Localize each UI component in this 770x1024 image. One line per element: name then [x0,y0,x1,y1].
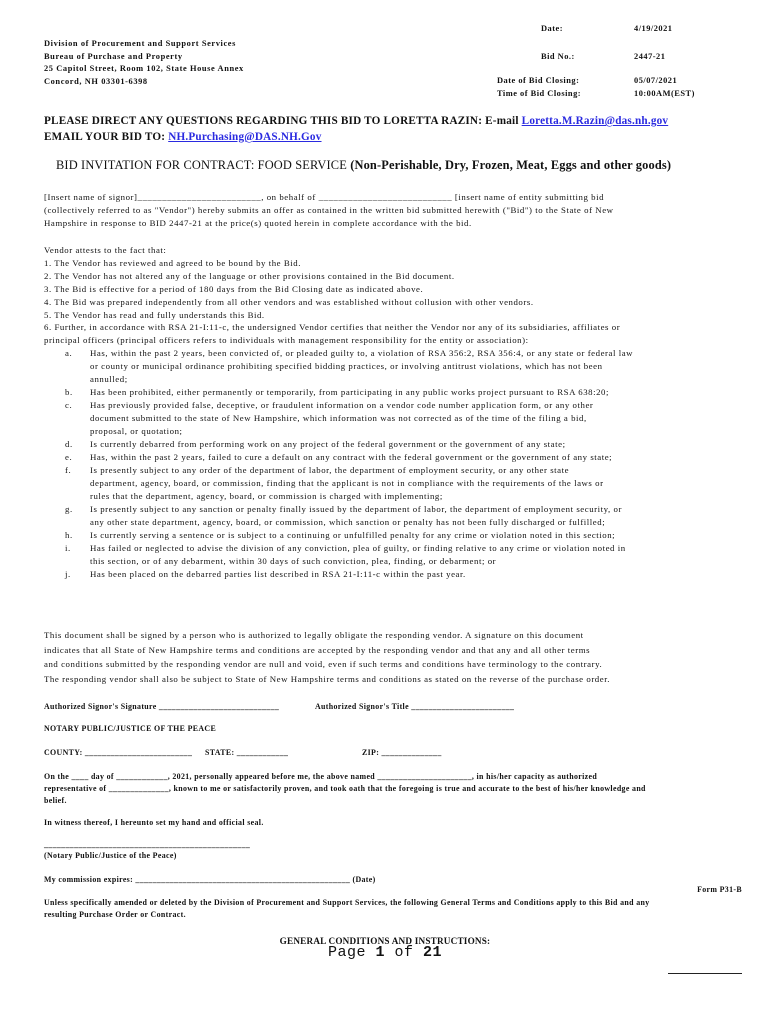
intro-line: [Insert name of signor]_________________________, on behalf of ___________________________ [insert name of entity submitting bid [44,192,605,202]
cert-line: Has been prohibited, either permanently or temporarily, from participating in any public works project pursuant to RSA 638:20; [90,387,609,397]
attest-item: 5. The Vendor has read and fully understands this Bid. [44,309,265,320]
agency-city: Concord, NH 03301-6398 [44,76,148,86]
cert-letter: c. [65,400,73,410]
cert-line: Has, within the past 2 years, failed to cure a default on any contract with the federal government or the government of any state; [90,452,613,462]
submit-text: EMAIL YOUR BID TO: [44,131,169,143]
cert-line: Has been placed on the debarred parties list described in RSA 21-I:11-c within the past year. [90,569,466,579]
cert-line: or county or municipal ordinance prohibiting specified bidding practices, or involving antitrust violations, which has not been [90,360,603,371]
bid-no-label: Bid No.: [541,52,575,61]
submit-line [44,131,322,143]
notary-caption: (Notary Public/Justice of the Peace) [44,851,177,860]
bid-title-goods: (Non-Perishable, Dry, Frozen, Meat, Eggs and other goods) [350,158,672,172]
closing-time-label: Time of Bid Closing: [497,89,582,98]
cert-item-g [65,503,745,529]
signor-signature-field[interactable]: Authorized Signor's Signature ____________________________ [44,702,280,711]
closing-date-label: Date of Bid Closing: [497,76,580,85]
cert-line: annulled; [90,373,128,384]
cert-item-i [65,542,745,568]
submit-email-link[interactable]: NH.Purchasing@DAS.NH.Gov [168,131,322,143]
cert-line: Is presently subject to any order of the department of labor, the department of employment security, or any other state [90,465,570,475]
intro-paragraph [44,191,614,230]
attest-item: 4. The Bid was prepared independently from all other vendors and was established without collusion with other vendors. [44,296,534,307]
cert-letter: a. [65,348,73,358]
attest-item: 3. The Bid is effective for a period of 180 days from the Bid Closing date as indicated above. [44,283,424,294]
bid-title-main: BID INVITATION FOR CONTRACT: FOOD SERVICE [56,158,351,172]
cert-line: Is currently serving a sentence or is subject to a continuing or unfulfilled penalty for any crime or violation noted in this section; [90,530,616,540]
cert-line: Has failed or neglected to advise the division of any conviction, plea of guilty, or finding relative to any crime or violation noted in [90,543,626,553]
notary-heading: NOTARY PUBLIC/JUSTICE OF THE PEACE [44,724,217,733]
attest-item: 1. The Vendor has reviewed and agreed to be bound by the Bid. [44,257,301,268]
cert-item-f [65,464,745,503]
cert-letter: h. [65,530,73,540]
page-number: 1 [375,944,385,961]
agency-address: 25 Capitol Street, Room 102, State House Annex [44,64,244,73]
cert-item-j [65,568,745,581]
agency-header [44,38,244,88]
notary-line: representative of ______________, known to me or satisfactorily proven, and took oath that the foregoing is true and accurate to the best of his/her knowledge and [44,784,646,793]
notary-signature-field[interactable]: ________________________________________________ [44,840,251,849]
bid-title [56,158,671,173]
contact-email-link[interactable]: Loretta.M.Razin@das.nh.gov [521,115,669,127]
cert-line: rules that the department, agency, board, or commission is charged with implementing; [90,490,443,501]
notary-statement [44,771,646,807]
cert-letter: e. [65,452,73,462]
questions-text: PLEASE DIRECT ANY QUESTIONS REGARDING THIS BID TO LORETTA RAZIN: E-mail [44,115,522,127]
bid-no-value: 2447-21 [634,52,666,61]
zip-field[interactable]: ZIP: ______________ [362,748,442,757]
notary-line: On the ____ day of ____________, 2021, personally appeared before me, the above named ______________________, in his/her capacity as authorized [44,772,598,781]
general-terms-notice [44,897,650,921]
cert-item-e [65,451,745,464]
signing-line: The responding vendor shall also be subject to State of New Hampshire terms and conditions as stated on the reverse of the purchase order. [44,673,610,684]
cert-letter: g. [65,504,73,514]
page-of: of [385,944,424,961]
cert-line: any other state department, agency, board, or commission, which sanction or penalty has not been fully discharged or fulfilled; [90,516,606,527]
closing-time-value: 10:00AM(EST) [634,89,695,98]
signor-title-field[interactable]: Authorized Signor's Title ________________________ [315,702,515,711]
page-total: 21 [423,944,443,961]
cert-letter: f. [65,465,72,475]
attest-item: 6. Further, in accordance with RSA 21-I:11-c, the undersigned Vendor certifies that neither the Vendor nor any of its subsidiaries, affiliates or [44,322,621,333]
page-indicator [0,944,770,961]
cert-letter: j. [65,569,71,579]
cert-line: Has previously provided false, deceptive, or fraudulent information on a vendor code number application form, or any other [90,400,594,410]
cert-line: Is presently subject to any sanction or penalty finally issued by the department of labor, the department of employment security, or [90,504,622,514]
date-label: Date: [541,24,564,33]
attest-item: 2. The Vendor has not altered any of the language or other provisions contained in the Bid document. [44,270,455,281]
general-conditions-heading: GENERAL CONDITIONS AND INSTRUCTIONS: [279,936,491,946]
page-prefix: Page [327,944,376,961]
cert-line: proposal, or quotation; [90,425,183,436]
cert-item-a [65,347,745,385]
signing-line: This document shall be signed by a person who is authorized to legally obligate the responding vendor. A signature on this document [44,630,584,640]
attest-item: principal officers (principal officers refers to individuals with management responsibility for the entity or association): [44,335,529,346]
signing-line: indicates that all State of New Hampshire terms and conditions are accepted by the responding vendor and that any and all other terms [44,644,591,655]
bureau-name: Bureau of Purchase and Property [44,51,183,61]
form-number: Form P31-B [697,885,742,894]
cert-item-c [65,399,745,438]
cert-line: document submitted to the state of New Hampshire, which information was not corrected as of the time of the filing a bid, [90,412,587,423]
witness-line: In witness thereof, I hereunto set my hand and official seal. [44,818,264,827]
notary-line: belief. [44,796,67,805]
state-field[interactable]: STATE: ____________ [205,748,289,757]
attests-block [44,244,620,347]
certification-list [65,347,745,581]
division-name: Division of Procurement and Support Services [44,39,236,48]
cert-letter: d. [65,439,73,449]
intro-line: Hampshire in response to BID 2447-21 at the price(s) quoted herein in complete accordance with the bid. [44,217,472,228]
intro-line: (collectively referred to as "Vendor") hereby submits an offer as contained in the written bid submitted herewith ("Bid") to the State of New [44,204,614,215]
cert-item-h [65,529,745,542]
attests-heading: Vendor attests to the fact that: [44,245,167,255]
notice-line: resulting Purchase Order or Contract. [44,910,186,919]
signing-line: and conditions submitted by the responding vendor are null and void, even if such terms and conditions have terminology to the contrary. [44,659,603,670]
cert-item-d [65,438,745,451]
cert-line: Is currently debarred from performing work on any project of the federal government or the government of any state; [90,439,566,449]
footer-rule [668,973,742,974]
signing-paragraph [44,628,610,686]
cert-item-b [65,386,745,399]
cert-line: this section, or of any debarment, within 30 days of such conviction, plea, finding, or debarment; or [90,555,497,566]
notice-line: Unless specifically amended or deleted by the Division of Procurement and Support Services, the following General Terms and Conditions apply to this Bid and any [44,898,650,907]
closing-date-value: 05/07/2021 [634,76,678,85]
cert-letter: b. [65,387,73,397]
cert-letter: i. [65,543,71,553]
cert-line: department, agency, board, or commission, finding that the applicant is not in compliance with the requirements of the laws or [90,477,604,488]
questions-line [44,115,668,127]
commission-expiry-field[interactable]: My commission expires: __________________________________________________ (Date) [44,875,376,884]
county-field[interactable]: COUNTY: _________________________ [44,748,193,757]
cert-line: Has, within the past 2 years, been convicted of, or pleaded guilty to, a violation of RSA 356:2, RSA 356:4, or any state or federal law [90,348,634,358]
date-value: 4/19/2021 [634,24,673,33]
